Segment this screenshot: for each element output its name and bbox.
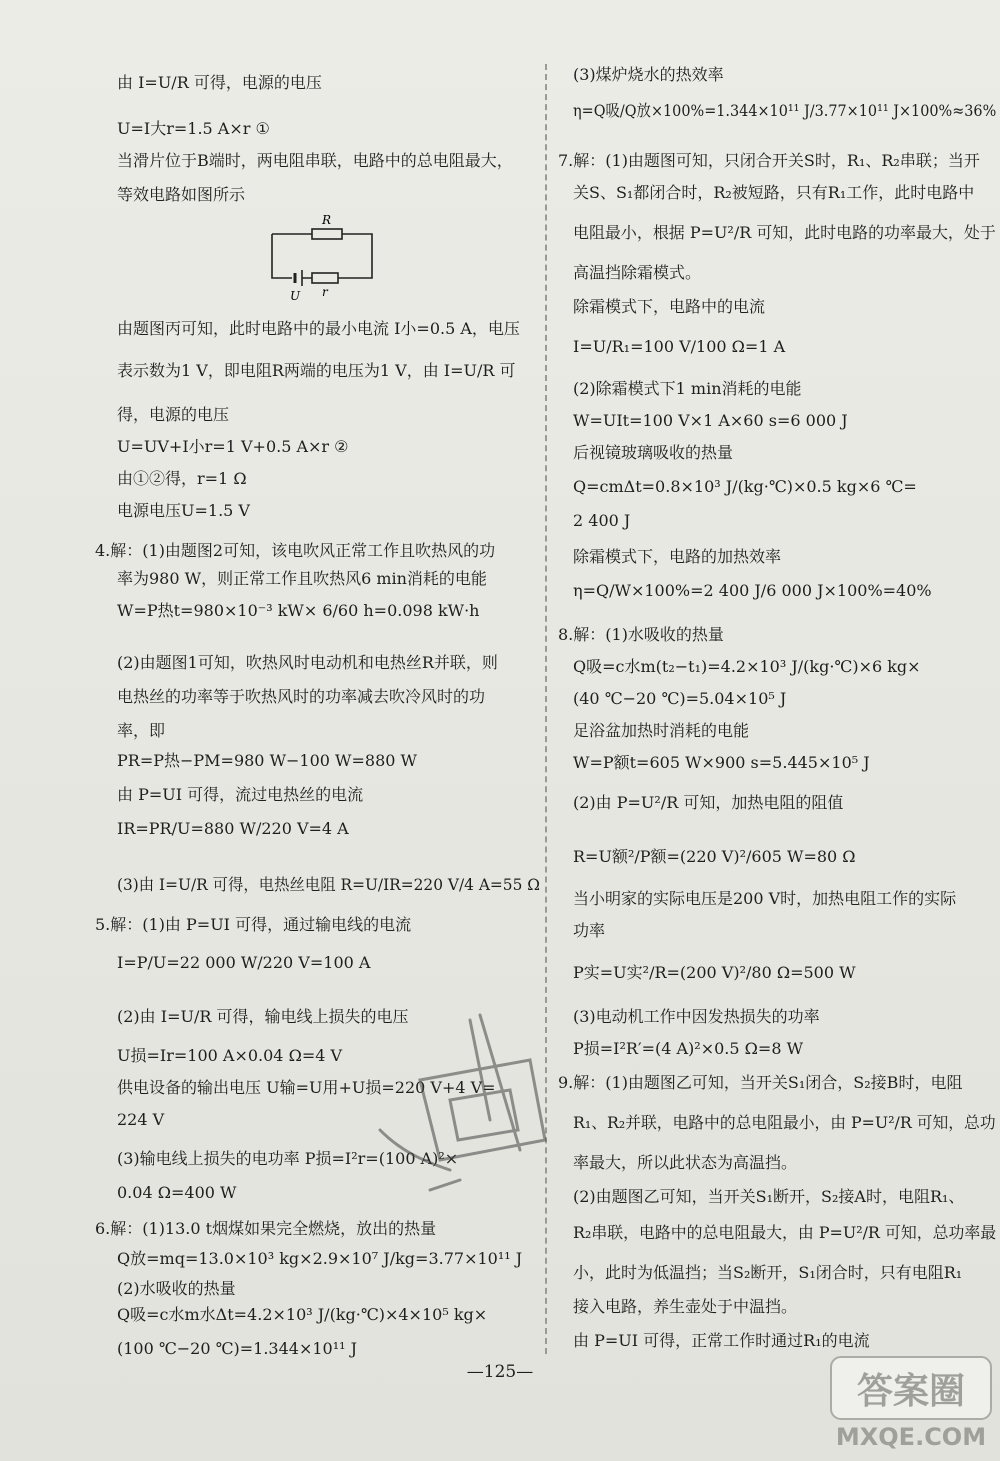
right-text-line: 电阻最小，根据 P=U²/R 可知，此时电路的功率最大，处于 [573,223,996,242]
left-text-line: 当滑片位于B端时，两电阻串联，电路中的总电阻最大， [117,151,513,170]
left-text-line: 由 P=UI 可得，流过电热丝的电流 [117,785,364,804]
right-text-line: 率最大，所以此状态为高温挡。 [573,1153,798,1172]
right-text-line: Q吸=c水m(t₂−t₁)=4.2×10³ J/(kg·℃)×6 kg× [573,657,921,676]
right-text-line: W=UIt=100 V×1 A×60 s=6 000 J [573,411,848,430]
right-text-line: 关S、S₁都闭合时，R₂被短路，只有R₁工作，此时电路中 [573,183,975,202]
right-text-line: η=Q/W×100%=2 400 J/6 000 J×100%=40% [573,581,932,600]
right-text-line: R=U额²/P额=(220 V)²/605 W=80 Ω [573,847,856,866]
left-text-line: (3)输电线上损失的电功率 P损=I²r=(100 A)²× [117,1149,459,1168]
svg-text:答案圈: 答案圈 [856,1371,966,1412]
left-text-line: Q吸=c水m水Δt=4.2×10³ J/(kg·℃)×4×10⁵ kg× [117,1305,488,1324]
left-text-line: 电热丝的功率等于吹热风时的功率减去吹冷风时的功 [117,687,486,706]
svg-text:MXQE.COM: MXQE.COM [835,1423,987,1451]
left-text-line: 表示数为1 V，即电阻R两端的电压为1 V，由 I=U/R 可 [117,361,516,380]
right-text-line: I=U/R₁=100 V/100 Ω=1 A [573,337,786,356]
left-text-line: 由题图丙可知，此时电路中的最小电流 I小=0.5 A，电压 [117,319,520,338]
resistor-label-r-upper: R [322,213,332,227]
source-label-u: U [290,289,301,300]
left-text-line: 等效电路如图所示 [117,185,246,204]
right-text-line: R₁、R₂并联，电路中的总电阻最小，由 P=U²/R 可知，总功 [573,1113,996,1132]
right-text-line: η=Q吸/Q放×100%=1.344×10¹¹ J/3.77×10¹¹ J×100%≈36% [573,101,997,120]
left-text-line: (2)水吸收的热量 [117,1279,236,1298]
left-text-line: 0.04 Ω=400 W [117,1183,237,1202]
right-text-line: 8.解：(1)水吸收的热量 [558,625,724,644]
left-text-line: 率，即 [117,721,166,740]
left-text-line: I=P/U=22 000 W/220 V=100 A [117,953,371,972]
left-text-line: 电源电压U=1.5 V [117,501,250,520]
right-text-line: (40 ℃−20 ℃)=5.04×10⁵ J [573,689,787,708]
left-text-line: 由①②得，r=1 Ω [117,469,247,488]
left-text-line: 得，电源的电压 [117,405,230,424]
left-text-line: 4.解：(1)由题图2可知，该电吹风正常工作且吹热风的功 [95,541,496,560]
right-text-line: 7.解：(1)由题图可知，只闭合开关S时，R₁、R₂串联；当开 [558,151,980,170]
left-text-line: 由 I=U/R 可得，电源的电压 [117,73,322,92]
left-text-line: (2)由题图1可知，吹热风时电动机和电热丝R并联，则 [117,653,498,672]
right-text-line: (2)由 P=U²/R 可知，加热电阻的阻值 [573,793,844,812]
left-text-line: 224 V [117,1110,165,1129]
left-text-line: Q放=mq=13.0×10³ kg×2.9×10⁷ J/kg=3.77×10¹¹ J [117,1249,523,1268]
right-text-line: 接入电路，养生壶处于中温挡。 [573,1297,798,1316]
right-text-line: (2)由题图乙可知，当开关S₁断开，S₂接A时，电阻R₁、 [573,1187,965,1206]
left-text-line: U=UV+I小r=1 V+0.5 A×r ② [117,437,349,456]
right-text-line: 除霜模式下，电路的加热效率 [573,547,782,566]
right-text-line: 后视镜玻璃吸收的热量 [573,443,734,462]
left-text-line: 率为980 W，则正常工作且吹热风6 min消耗的电能 [117,569,487,588]
right-text-line: W=P额t=605 W×900 s=5.445×10⁵ J [573,753,870,772]
right-text-line: 当小明家的实际电压是200 V时，加热电阻工作的实际 [573,889,957,908]
right-text-line: P损=I²R′=(4 A)²×0.5 Ω=8 W [573,1039,804,1058]
right-text-line: Q=cmΔt=0.8×10³ J/(kg·℃)×0.5 kg×6 ℃= [573,477,917,496]
right-text-line: (2)除霜模式下1 min消耗的电能 [573,379,802,398]
right-text-line: (3)电动机工作中因发热损失的功率 [573,1007,820,1026]
left-text-line: U损=Ir=100 A×0.04 Ω=4 V [117,1046,343,1065]
right-text-line: (3)煤炉烧水的热效率 [573,65,724,84]
equivalent-circuit-diagram [262,210,382,300]
handwritten-stamp-mark [360,1000,560,1210]
left-text-line: (100 ℃−20 ℃)=1.344×10¹¹ J [117,1339,358,1358]
left-text-line: 供电设备的输出电压 U输=U用+U损=220 V+4 V= [117,1078,496,1097]
right-text-line: 高温挡除霜模式。 [573,263,702,282]
right-text-line: 除霜模式下，电路中的电流 [573,297,766,316]
right-text-line: 足浴盆加热时消耗的电能 [573,721,750,740]
left-text-line: 5.解：(1)由 P=UI 可得，通过输电线的电流 [95,915,412,934]
left-text-line: U=I大r=1.5 A×r ① [117,119,270,138]
right-text-line: 由 P=UI 可得，正常工作时通过R₁的电流 [573,1331,870,1350]
right-text-line: R₂串联，电路中的总电阻最大，由 P=U²/R 可知，总功率最 [573,1223,997,1242]
watermark-logo [829,1353,994,1453]
right-text-line: 2 400 J [573,511,631,530]
left-text-line: W=P热t=980×10⁻³ kW× 6/60 h=0.098 kW·h [117,601,480,620]
right-text-line: 9.解：(1)由题图乙可知，当开关S₁闭合，S₂接B时，电阻 [558,1073,963,1092]
left-text-line: 6.解：(1)13.0 t烟煤如果完全燃烧，放出的热量 [95,1219,437,1238]
left-text-line: (3)由 I=U/R 可得，电热丝电阻 R=U/IR=220 V/4 A=55 Ω [117,875,541,894]
left-text-line: IR=PR/U=880 W/220 V=4 A [117,819,349,838]
right-text-line: 功率 [573,921,606,940]
left-text-line: (2)由 I=U/R 可得，输电线上损失的电压 [117,1007,409,1026]
left-text-line: PR=P热−PM=980 W−100 W=880 W [117,751,417,770]
right-text-line: P实=U实²/R=(200 V)²/80 Ω=500 W [573,963,856,982]
page-number: —125— [466,1362,534,1382]
right-text-line: 小，此时为低温挡；当S₂断开，S₁闭合时，只有电阻R₁ [573,1263,963,1282]
resistor-label-r-internal: r [322,285,328,299]
